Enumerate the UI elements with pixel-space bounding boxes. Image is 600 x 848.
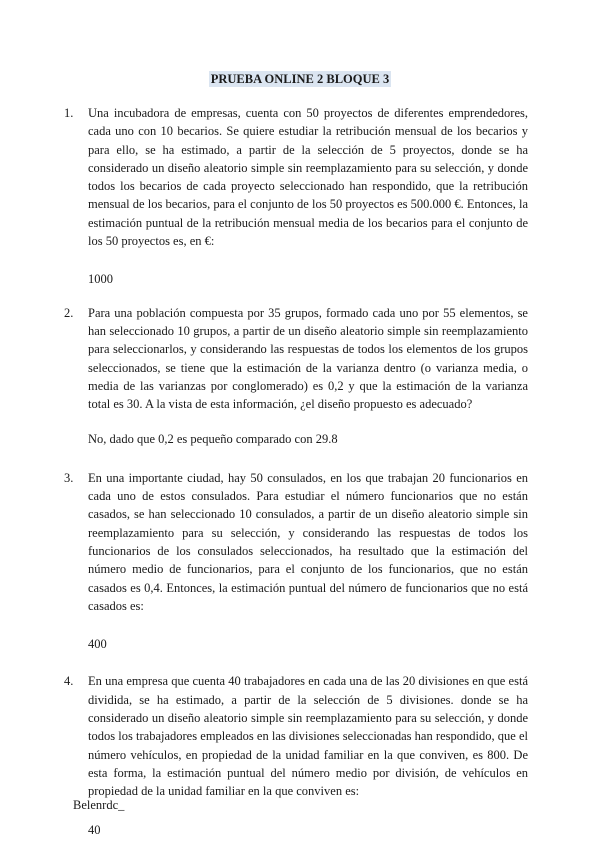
question-text: En una empresa que cuenta 40 trabajadores en cada una de las 20 divisiones en que está dividida, se ha estimado, a partir de la selección de 5 divisiones. donde se ha considerado un diseño aleatorio simple sin reemplazamiento para su selección, y donde todos los trabajadores empleados en las divisiones seleccionadas han respondido, que el número vehículos, en propiedad de la unidad familiar en la que conviven, es 800. De esta forma, la estimación puntual del número medio por división, de vehículos en propiedad de la unidad familiar en la que conviven es: <box>88 674 528 799</box>
question-4 <box>64 672 528 838</box>
question-number: 2. <box>64 305 74 320</box>
question-number: 3. <box>64 470 74 485</box>
footer-author: Belenrdc_ <box>73 798 125 812</box>
question-1 <box>64 104 528 289</box>
question-list <box>64 104 528 839</box>
question-answer: No, dado que 0,2 es pequeño comparado con 29.8 <box>88 432 338 447</box>
page-title-text: PRUEBA ONLINE 2 BLOQUE 3 <box>210 72 390 86</box>
question-2 <box>64 304 528 449</box>
question-number: 4. <box>64 674 74 689</box>
question-answer: 400 <box>88 637 107 652</box>
question-text: En una importante ciudad, hay 50 consulados, en los que trabajan 20 funcionarios en cada uno de estos consulados. Para estudiar el número funcionarios que no están casados, se han seleccionado 10 consulados, a partir de un diseño aleatorio simple sin reemplazamiento para su selección, y considerando las respuestas de todos los funcionarios de los consulados seleccionados, ha resultado que la estimación del número medio de funcionarios, para el conjunto de los funcionarios, que no están casados es 0,4. Entonces, la estimación puntual del número de funcionarios que no está casados es: <box>88 470 528 613</box>
question-3 <box>64 469 528 654</box>
page-title <box>0 72 600 87</box>
question-answer: 1000 <box>88 272 113 287</box>
question-text: Una incubadora de empresas, cuenta con 50 proyectos de diferentes emprendedores, cada uno con 10 becarios. Se quiere estudiar la retribución mensual de los becarios y para ello, se ha estimado, a partir de la selección de 5 proyectos, donde se ha considerado un diseño aleatorio simple sin reemplazamiento para su selección, y donde todos los becarios de cada proyecto seleccionado han respondido, que la retribución mensual de los becarios, para el conjunto de los 50 proyectos es 500.000 €. Entonces, la estimación puntual de la retribución mensual media de los becarios para el conjunto de los 50 proyectos es, en €: <box>88 106 528 249</box>
question-text: Para una población compuesta por 35 grupos, formado cada uno por 55 elementos, se han seleccionado 10 grupos, a partir de un diseño aleatorio simple sin reemplazamiento para seleccionarlos, y considerando las respuestas de todos los elementos de los grupos seleccionados, se tiene que la estimación de la varianza dentro (o varianza media, o media de las varianzas por conglomerado) es 0,2 y que la estimación de la varianza total es 30. A la vista de esta información, ¿el diseño propuesto es adecuado? <box>88 305 528 412</box>
question-number: 1. <box>64 106 74 120</box>
question-answer: 40 <box>88 822 101 837</box>
